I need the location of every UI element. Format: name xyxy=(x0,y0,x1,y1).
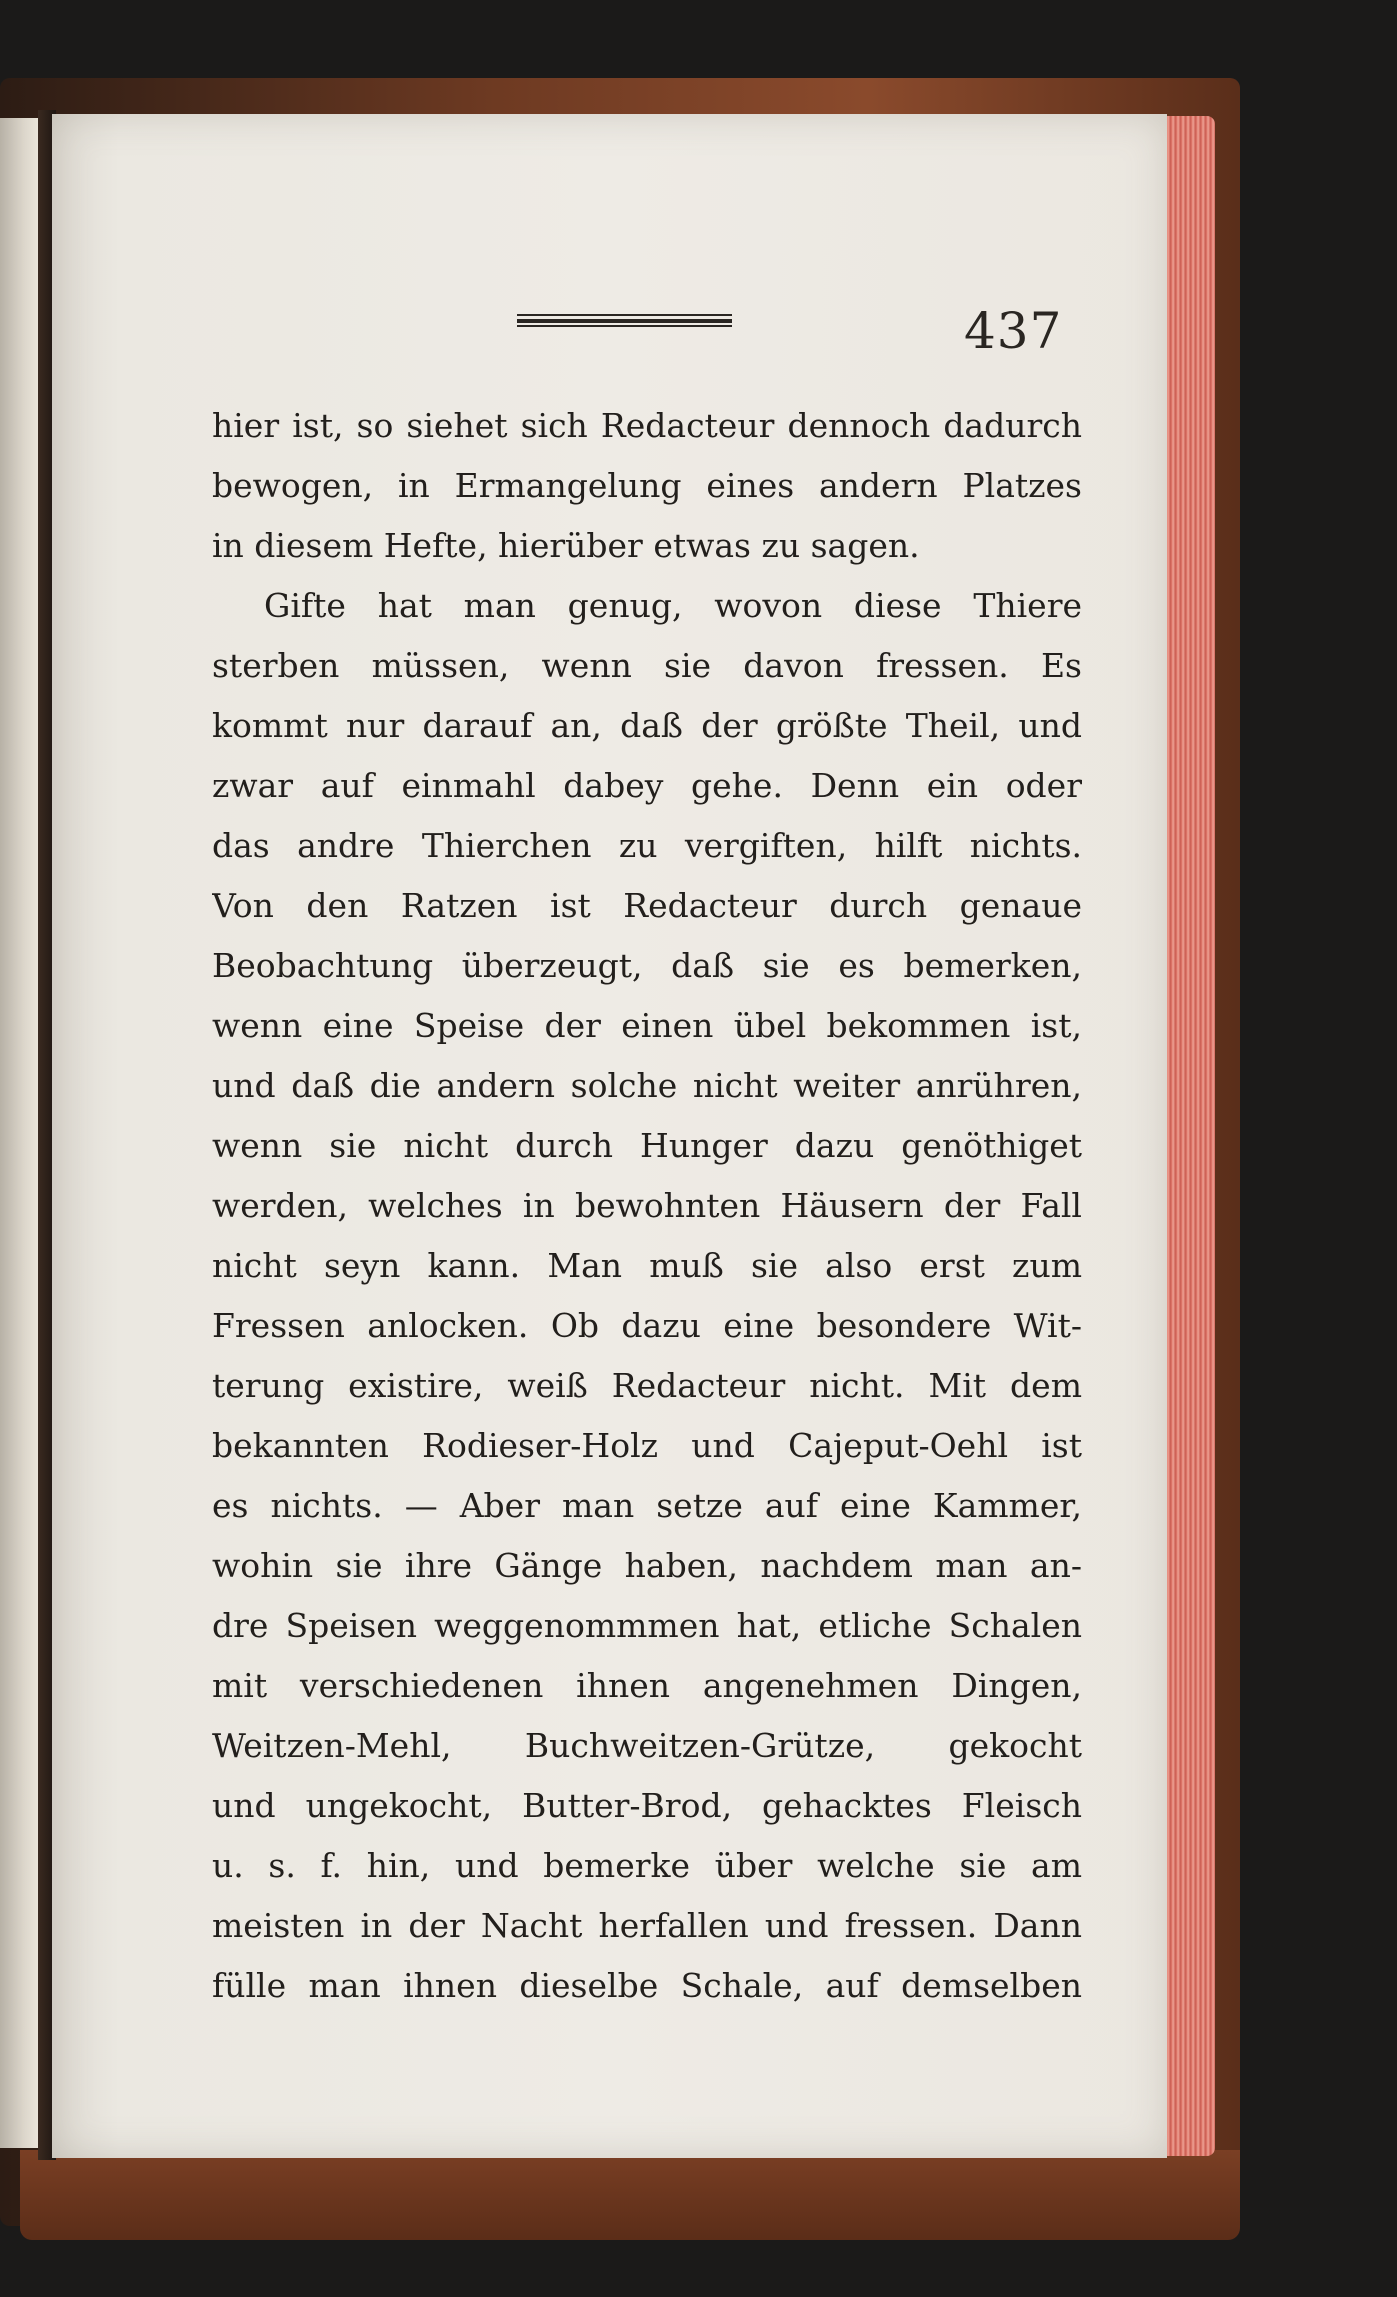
text-line: und ungekocht, Butter-Brod, gehacktes Fleisch xyxy=(212,1786,1082,1825)
text-line: werden, welches in bewohnten Häusern der Fall xyxy=(212,1186,1082,1225)
text-line: bekannten Rodieser-Holz und Cajeput-Oehl ist xyxy=(212,1426,1082,1465)
text-line: wenn eine Speise der einen übel bekommen ist, xyxy=(212,1006,1082,1045)
text-line: wohin sie ihre Gänge haben, nachdem man an- xyxy=(212,1546,1082,1585)
text-line: Von den Ratzen ist Redacteur durch genaue xyxy=(212,886,1082,925)
text-line: fülle man ihnen dieselbe Schale, auf demselben xyxy=(212,1966,1082,2005)
book-cover-bottom-edge xyxy=(20,2150,1240,2240)
text-line: sterben müssen, wenn sie davon fressen. Es xyxy=(212,646,1082,685)
text-line: zwar auf einmahl dabey gehe. Denn ein oder xyxy=(212,766,1082,805)
text-line: nicht seyn kann. Man muß sie also erst zum xyxy=(212,1246,1082,1285)
text-line: Weitzen-Mehl, Buchweitzen-Grütze, gekocht xyxy=(212,1726,1082,1765)
red-page-edges xyxy=(1160,116,1215,2156)
text-line: wenn sie nicht durch Hunger dazu genöthiget xyxy=(212,1126,1082,1165)
text-line: in diesem Hefte, hierüber etwas zu sagen. xyxy=(212,526,920,565)
text-line: Fressen anlocken. Ob dazu eine besondere Wit- xyxy=(212,1306,1082,1345)
text-line: u. s. f. hin, und bemerke über welche sie am xyxy=(212,1846,1082,1885)
text-line: Beobachtung überzeugt, daß sie es bemerken, xyxy=(212,946,1082,985)
text-line: hier ist, so siehet sich Redacteur dennoch dadurch xyxy=(212,406,1082,445)
page-number: 437 xyxy=(964,302,1063,360)
text-line: mit verschiedenen ihnen angenehmen Dingen, xyxy=(212,1666,1082,1705)
text-line: meisten in der Nacht herfallen und fressen. Dann xyxy=(212,1906,1082,1945)
text-line: es nichts. — Aber man setze auf eine Kammer, xyxy=(212,1486,1082,1525)
text-line: kommt nur darauf an, daß der größte Theil, und xyxy=(212,706,1082,745)
previous-page-edge xyxy=(0,118,40,2148)
text-line: dre Speisen weggenommmen hat, etliche Schalen xyxy=(212,1606,1082,1645)
header-rule xyxy=(517,314,732,326)
text-line: und daß die andern solche nicht weiter anrühren, xyxy=(212,1066,1082,1105)
text-line: bewogen, in Ermangelung eines andern Platzes xyxy=(212,466,1082,505)
body-text xyxy=(212,396,1082,2016)
text-line: das andre Thierchen zu vergiften, hilft nichts. xyxy=(212,826,1082,865)
text-line: terung existire, weiß Redacteur nicht. Mit dem xyxy=(212,1366,1082,1405)
book-page xyxy=(52,114,1167,2158)
text-line: Gifte hat man genug, wovon diese Thiere xyxy=(264,586,1082,625)
